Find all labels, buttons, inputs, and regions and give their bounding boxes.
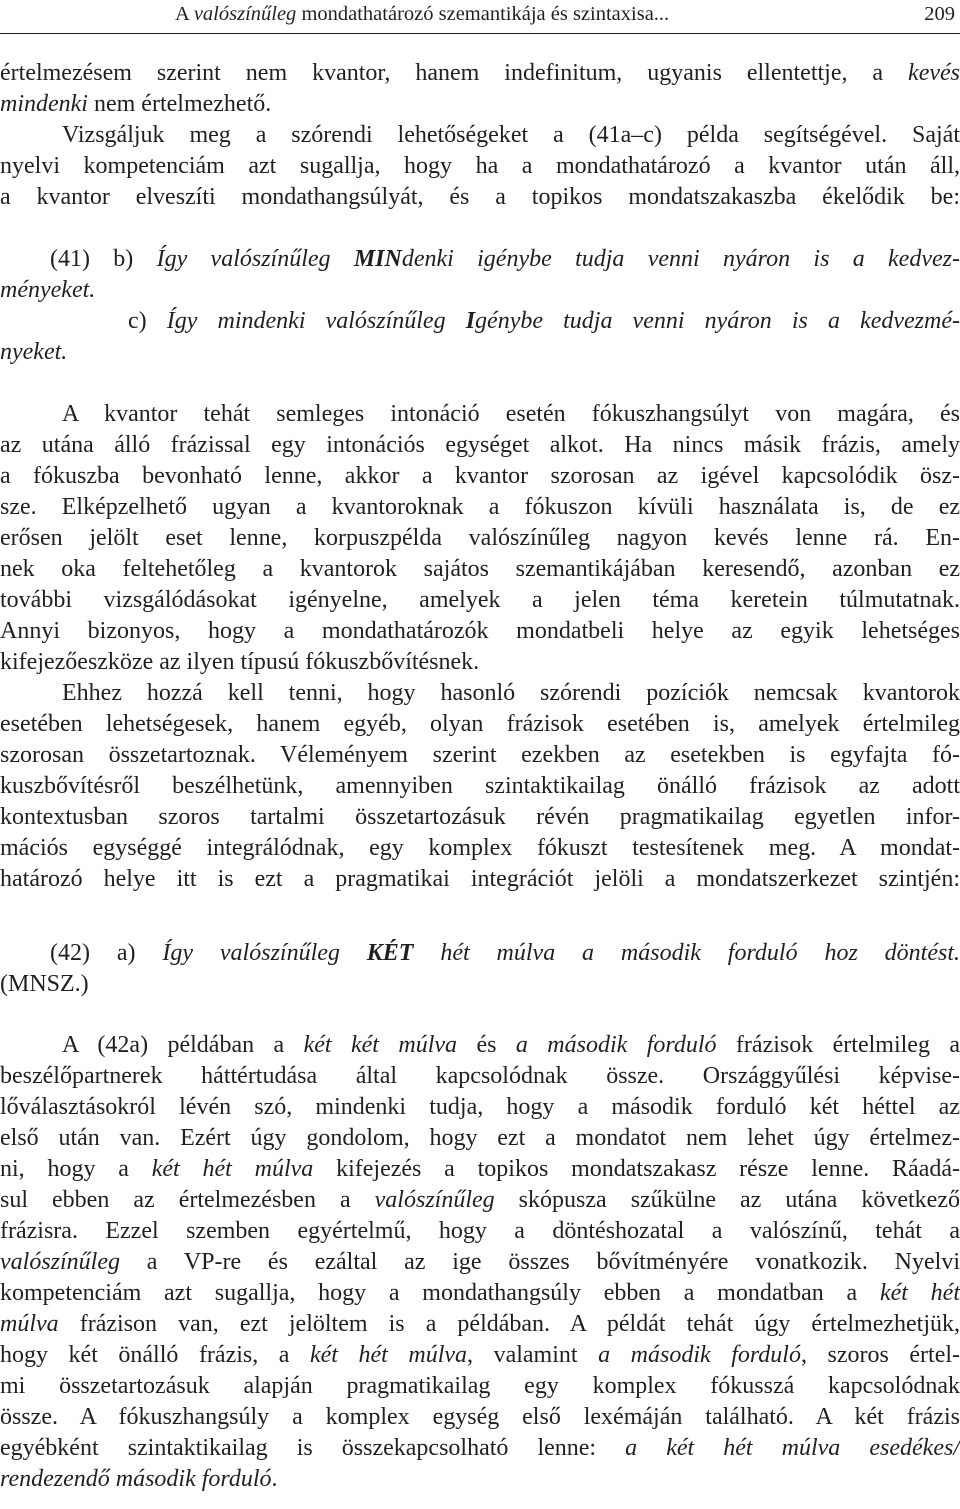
text-line: nyelvi kompetenciám azt sugallja, hogy ha a mondathatározó a kvantor után áll, xyxy=(0,153,960,179)
text-line: első után van. Ezért úgy gondolom, hogy ezt a mondatot nem lehet úgy értelmez- xyxy=(0,1125,960,1151)
text-line: további vizsgálódásokat igényelne, amelyek a jelen téma keretein túlmutatnak. xyxy=(0,587,960,613)
text-line: szorosan összetartoznak. Véleményem szerint ezekben az esetekben is egyfajta fó- xyxy=(0,742,960,768)
running-header xyxy=(0,0,960,34)
text-line: beszélőpartnerek háttértudása által kapcsolódnak össze. Országgyűlési képvise- xyxy=(0,1063,960,1089)
text-line: rendezendő második forduló. xyxy=(0,1466,278,1492)
text-line: nek oka feltehetőleg a kvantorok sajátos szemantikájában keresendő, azonban ez xyxy=(0,556,960,582)
text-line: kontextusban szoros tartalmi összetartozásuk révén pragmatikailag egyetlen infor- xyxy=(0,804,960,830)
text-line: A (42a) példában a két két múlva és a második forduló frázisok értelmileg a xyxy=(62,1032,960,1058)
example-41c: c) Így mindenki valószínűleg Igénybe tudja venni nyáron is a kedvezmé- xyxy=(128,308,960,334)
text-line: esetében lehetségesek, hanem egyéb, olyan frázisok esetében is, amelyek értelmileg xyxy=(0,711,960,737)
text-line: mi összetartozásuk alapján pragmatikailag egy komplex fókusszá kapcsolódnak xyxy=(0,1373,960,1399)
text-line: sul ebben az értelmezésben a valószínűleg skópusza szűkülne az utána következő xyxy=(0,1187,960,1213)
text-line: egyébként szintaktikailag is összekapcsolható lenne: a két hét múlva esedékes/ xyxy=(0,1435,960,1461)
text-line: a kvantor elveszíti mondathangsúlyát, és a topikos mondatszakaszba ékelődik be: xyxy=(0,184,960,210)
text-line: lőválasztásokról lévén szó, mindenki tudja, hogy a második forduló két héttel az xyxy=(0,1094,960,1120)
example-42a-source: (MNSZ.) xyxy=(0,971,89,997)
header-rule xyxy=(0,33,960,34)
text-line: ni, hogy a két hét múlva kifejezés a topikos mondatszakasz része lenne. Ráadá- xyxy=(0,1156,960,1182)
text-line: valószínűleg a VP-re és ezáltal az ige összes bővítményére vonatkozik. Nyelvi xyxy=(0,1249,960,1275)
text-line: kompetenciám azt sugallja, hogy a mondathangsúly ebben a mondatban a két hét xyxy=(0,1280,960,1306)
text-line: Vizsgáljuk meg a szórendi lehetőségeket a (41a–c) példa segítségével. Saját xyxy=(62,122,960,148)
text-line: múlva frázison van, ezt jelöltem is a példában. A példát tehát úgy értelmezhetjük, xyxy=(0,1311,960,1337)
page-number: 209 xyxy=(924,3,955,25)
text-line: A kvantor tehát semleges intonáció esetén fókuszhangsúlyt von magára, és xyxy=(62,401,960,427)
header-title: A valószínűleg mondathatározó szemantikája és szintaxisa... xyxy=(175,3,670,25)
text-line: hogy két önálló frázis, a két hét múlva, valamint a második forduló, szoros értel- xyxy=(0,1342,960,1368)
text-line: kuszbővítésről beszélhetünk, amennyiben szintaktikailag önálló frázisok az adott xyxy=(0,773,960,799)
text-line: mációs egységgé integrálódnak, egy komplex fókuszt testesítenek meg. A mondat- xyxy=(0,835,960,861)
text-line: az utána álló frázissal egy intonációs egységet alkot. Ha nincs másik frázis, amely xyxy=(0,432,960,458)
example-41b: (41) b) Így valószínűleg MINdenki igénybe tudja venni nyáron is a kedvez- xyxy=(50,246,960,272)
text-line: össze. A fókuszhangsúly a komplex egység első lexémáján található. A két frázis xyxy=(0,1404,960,1430)
text-line: sze. Elképzelhető ugyan a kvantoroknak a fókuszon kívüli használata is, de ez xyxy=(0,494,960,520)
text-line: Annyi bizonyos, hogy a mondathatározók mondatbeli helye az egyik lehetséges xyxy=(0,618,960,644)
text-line: a fókuszba bevonható lenne, akkor a kvantor szorosan az igével kapcsolódik ösz- xyxy=(0,463,960,489)
example-41b-cont: ményeket. xyxy=(0,277,96,303)
text-line: erősen jelölt eset lenne, korpuszpélda valószínűleg nagyon kevés lenne rá. En- xyxy=(0,525,960,551)
text-line: frázisra. Ezzel szemben egyértelmű, hogy a döntéshozatal a valószínű, tehát a xyxy=(0,1218,960,1244)
text-line: kifejezőeszköze az ilyen típusú fókuszbővítésnek. xyxy=(0,649,480,675)
example-42a: (42) a) Így valószínűleg KÉT hét múlva a második forduló hoz döntést. xyxy=(50,940,960,966)
text-line: mindenki nem értelmezhető. xyxy=(0,91,272,117)
text-line: Ehhez hozzá kell tenni, hogy hasonló szórendi pozíciók nemcsak kvantorok xyxy=(62,680,960,706)
text-line: értelmezésem szerint nem kvantor, hanem indefinitum, ugyanis ellentettje, a kevés xyxy=(0,60,960,86)
example-41c-cont: nyeket. xyxy=(0,339,68,365)
text-line: határozó helye itt is ezt a pragmatikai integrációt jelöli a mondatszerkezet szintjén: xyxy=(0,866,960,892)
